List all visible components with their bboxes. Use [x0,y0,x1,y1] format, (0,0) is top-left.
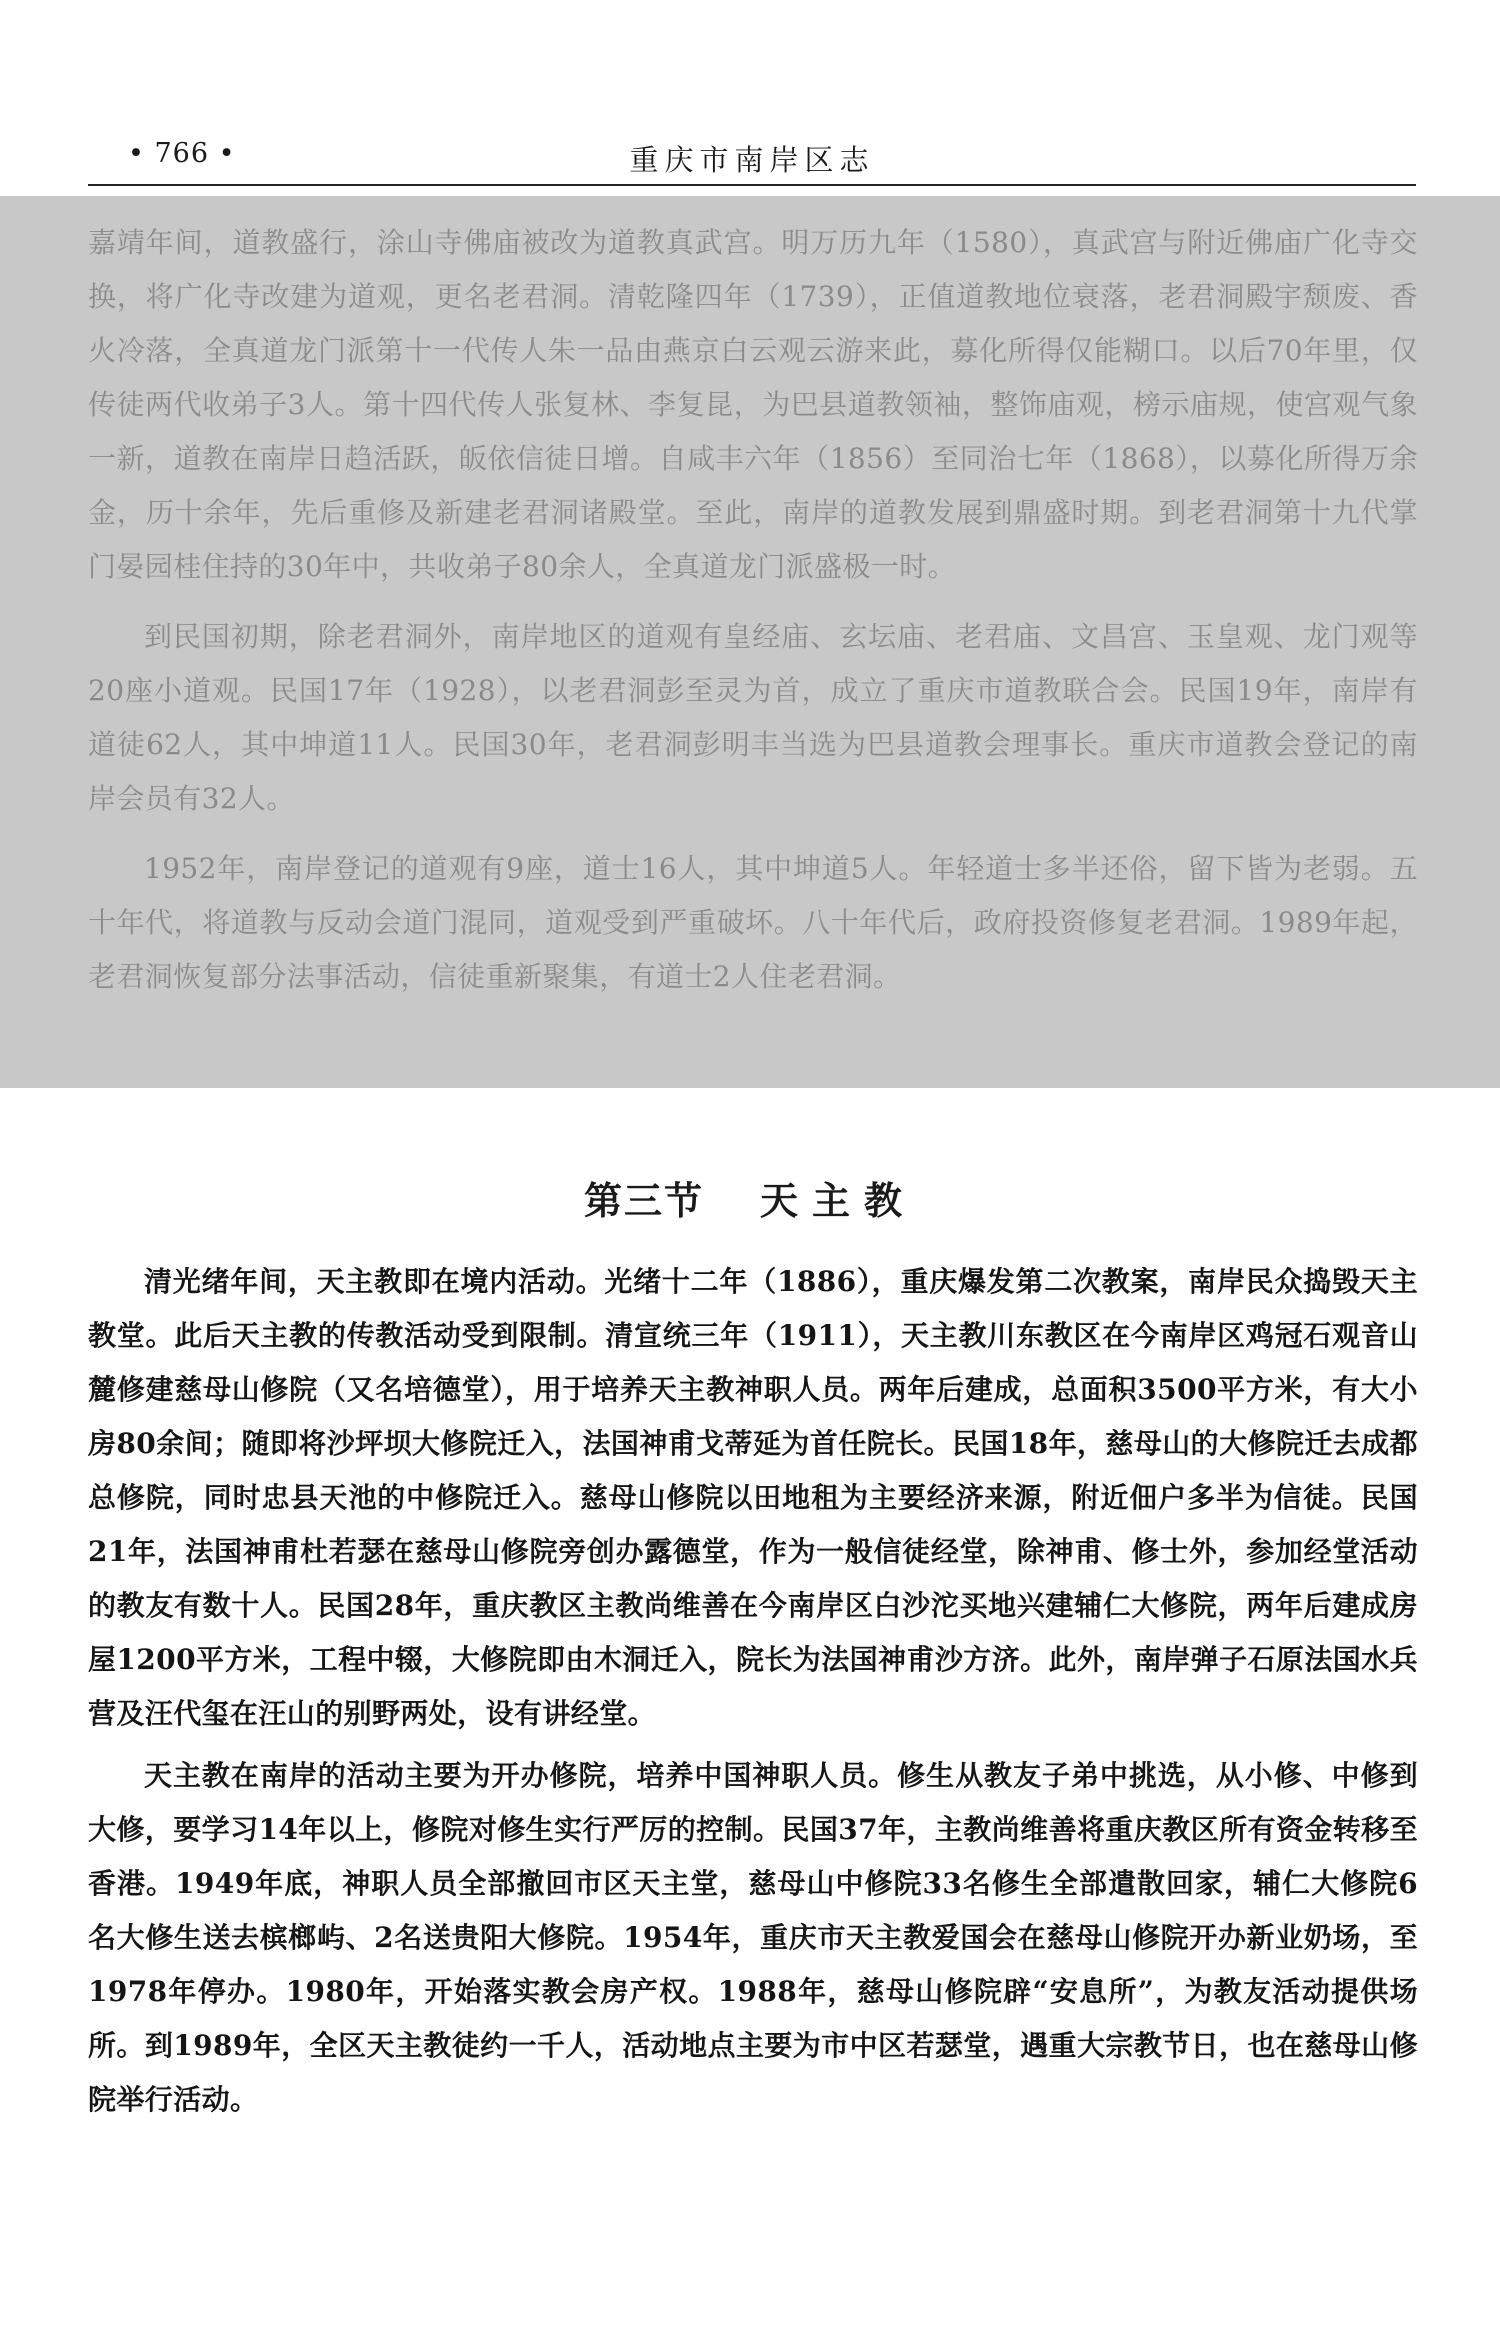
section-number: 第三节 [583,1178,704,1223]
page-number: • 766 • [128,138,236,169]
body-paragraph: 清光绪年间，天主教即在境内活动。光绪十二年（1886），重庆爆发第二次教案，南岸民众捣毁天主教堂。此后天主教的传教活动受到限制。清宣统三年（1911），天主教川东教区在今南岸区鸡冠石观音山麓修建慈母山修院（又名培德堂），用于培养天主教神职人员。两年后建成，总面积3500平方米，有大小房80余间；随即将沙坪坝大修院迁入，法国神甫戈蒂延为首任院长。民国18年，慈母山的大修院迁去成都总修院，同时忠县天池的中修院迁入。慈母山修院以田地租为主要经济来源，附近佃户多半为信徒。民国21年，法国神甫杜若瑟在慈母山修院旁创办露德堂，作为一般信徒经堂，除神甫、修士外，参加经堂活动的教友有数十人。民国28年，重庆教区主教尚维善在今南岸区白沙沱买地兴建辅仁大修院，两年后建成房屋1200平方米，工程中辍，大修院即由木洞迁入，院长为法国神甫沙方济。此外，南岸弹子石原法国水兵营及汪代玺在汪山的别野两处，设有讲经堂。 [88,1265,1418,1730]
shaded-paragraph: 嘉靖年间，道教盛行，涂山寺佛庙被改为道教真武宫。明万历九年（1580），真武宫与附近佛庙广化寺交换，将广化寺改建为道观，更名老君洞。清乾隆四年（1739），正值道教地位衰落，老君洞殿宇颓废、香火冷落，全真道龙门派第十一代传人朱一品由燕京白云观云游来此，募化所得仅能糊口。以后70年里，仅传徒两代收弟子3人。第十四代传人张复林、李复昆，为巴县道教领袖，整饰庙观，榜示庙规，使宫观气象一新，道教在南岸日趋活跃，皈依信徒日增。自咸丰六年（1856）至同治七年（1868），以募化所得万余金，历十余年，先后重修及新建老君洞诸殿堂。至此，南岸的道教发展到鼎盛时期。到老君洞第十九代掌门晏园桂住持的30年中，共收弟子80余人，全真道龙门派盛极一时。 [88,226,1418,583]
section-heading [0,1170,1500,1225]
shaded-paragraph: 1952年，南岸登记的道观有9座，道士16人，其中坤道5人。年轻道士多半还俗，留下皆为老弱。五十年代，将道教与反动会道门混同，道观受到严重破坏。八十年代后，政府投资修复老君洞。1989年起，老君洞恢复部分法事活动，信徒重新聚集，有道士2人住老君洞。 [88,852,1418,993]
section-body [88,1255,1418,2135]
shaded-paragraph: 到民国初期，除老君洞外，南岸地区的道观有皇经庙、玄坛庙、老君庙、文昌宫、玉皇观、龙门观等20座小道观。民国17年（1928），以老君洞彭至灵为首，成立了重庆市道教联合会。民国19年，南岸有道徒62人，其中坤道11人。民国30年，老君洞彭明丰当选为巴县道教会理事长。重庆市道教会登记的南岸会员有32人。 [88,620,1418,815]
page-header [88,126,1416,186]
shaded-text-block [0,196,1500,1088]
shaded-text-body [88,216,1418,1020]
running-title: 重庆市南岸区志 [629,143,875,177]
body-paragraph: 天主教在南岸的活动主要为开办修院，培养中国神职人员。修生从教友子弟中挑选，从小修、中修到大修，要学习14年以上，修院对修生实行严厉的控制。民国37年，主教尚维善将重庆教区所有资金转移至香港。1949年底，神职人员全部撤回市区天主堂，慈母山中修院33名修生全部遣散回家，辅仁大修院6名大修生送去槟榔屿、2名送贵阳大修院。1954年，重庆市天主教爱国会在慈母山修院开办新业奶场，至1978年停办。1980年，开始落实教会房产权。1988年，慈母山修院辟“安息所”，为教友活动提供场所。到1989年，全区天主教徒约一千人，活动地点主要为市中区若瑟堂，遇重大宗教节日，也在慈母山修院举行活动。 [88,1759,1418,2116]
section-title: 天主教 [760,1178,917,1223]
